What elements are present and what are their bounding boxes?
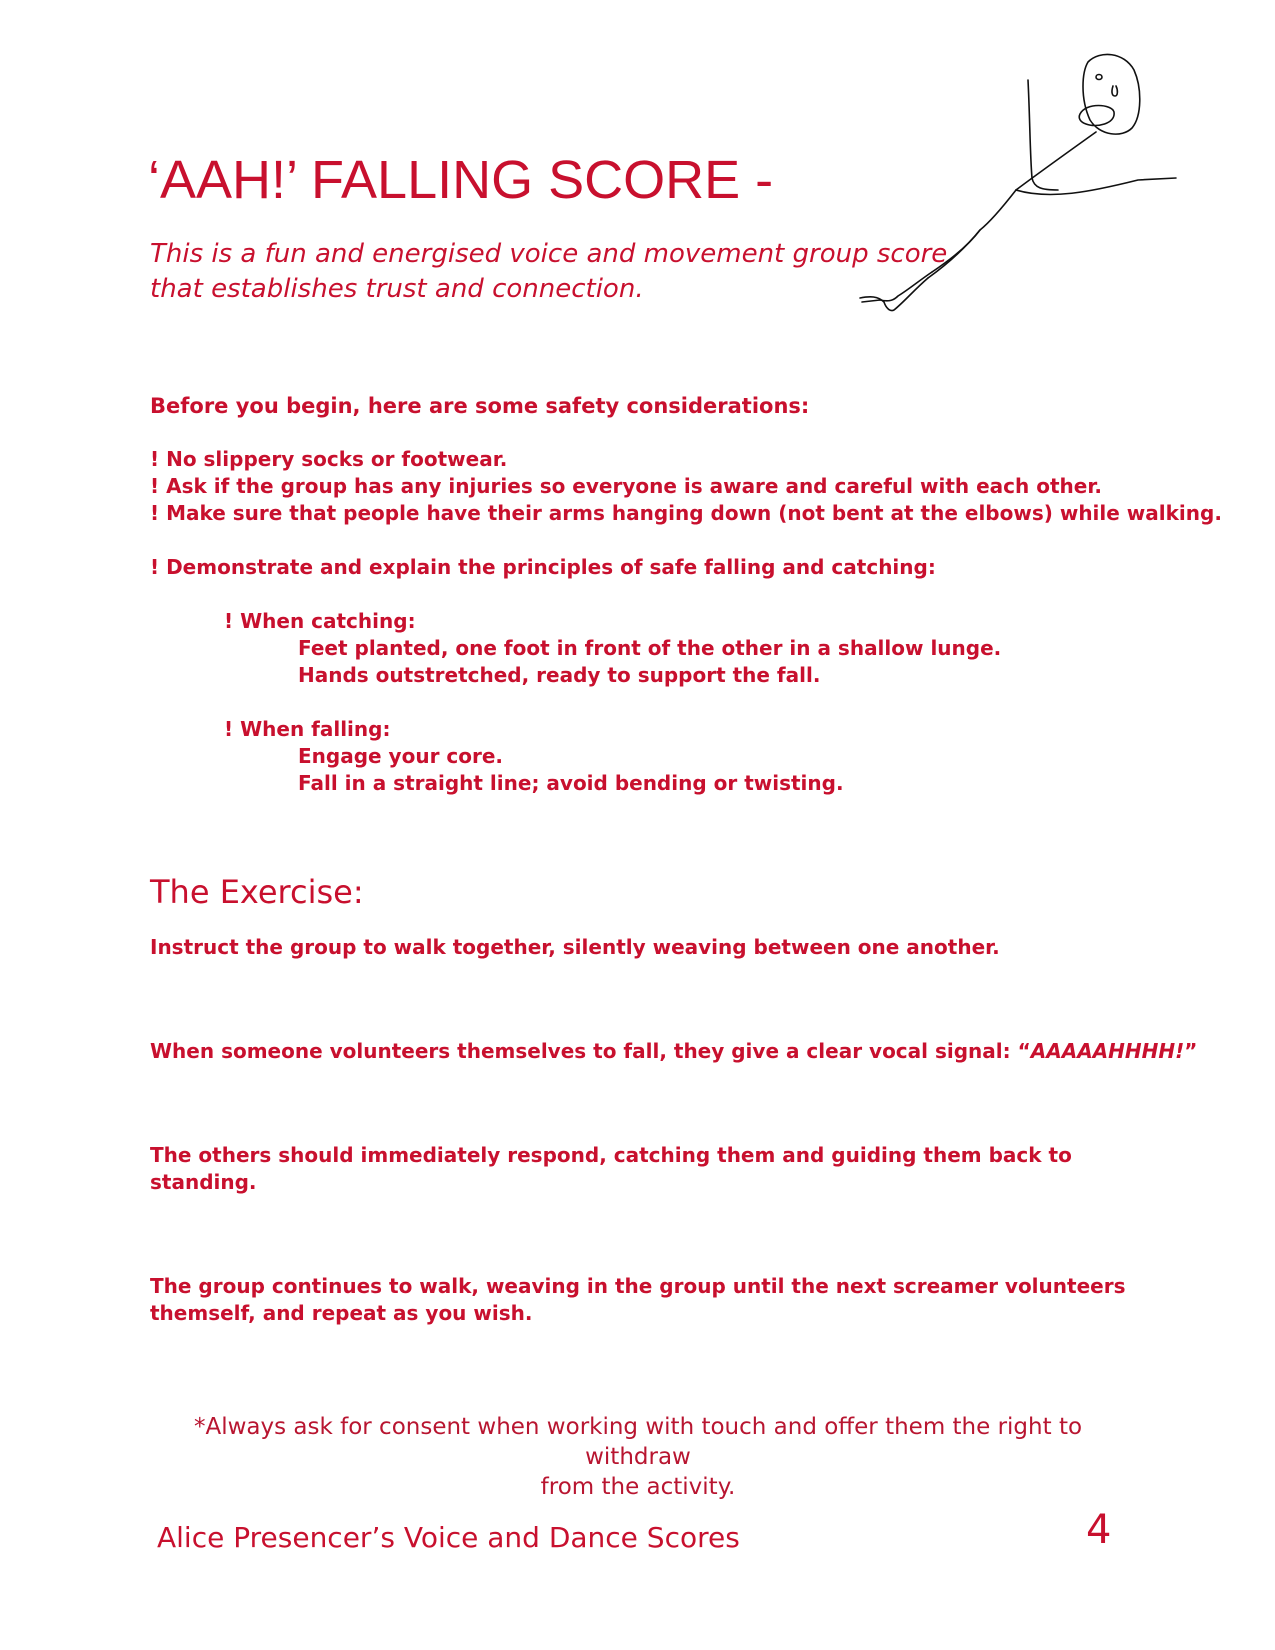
intro-paragraph — [150, 237, 948, 307]
intro-line-1: This is a fun and energised voice and movement group score — [150, 239, 948, 269]
safety-item-3: ! Make sure that people have their arms hanging down (not bent at the elbows) while walking. — [150, 501, 1222, 525]
falling-point-1: Engage your core. — [298, 744, 504, 768]
page-title: ‘AAH!’ FALLING SCORE - — [148, 150, 774, 210]
falling-point-2: Fall in a straight line; avoid bending or twisting. — [298, 771, 844, 795]
safety-demonstrate: ! Demonstrate and explain the principles of safe falling and catching: — [150, 555, 936, 579]
falling-label: ! When falling: — [224, 717, 391, 741]
catching-point-2: Hands outstretched, ready to support the fall. — [298, 663, 821, 687]
exercise-step-2-text: When someone volunteers themselves to fall, they give a clear vocal signal: “ — [150, 1039, 1031, 1063]
safety-item-2: ! Ask if the group has any injuries so everyone is aware and careful with each other. — [150, 474, 1102, 498]
consent-note — [150, 1412, 1126, 1502]
footer-title: Alice Presencer’s Voice and Dance Scores — [157, 1521, 740, 1554]
exercise-step-2-end: ” — [1184, 1039, 1198, 1063]
exercise-step-1: Instruct the group to walk together, silently weaving between one another. — [150, 935, 1000, 959]
catching-label: ! When catching: — [224, 609, 416, 633]
intro-line-2: that establishes trust and connection. — [150, 274, 644, 304]
exercise-heading: The Exercise: — [150, 873, 364, 911]
exercise-step-3-line-2: standing. — [150, 1170, 257, 1194]
vocal-signal: AAAAAHHHH! — [1030, 1039, 1185, 1063]
exercise-step-4-line-1: The group continues to walk, weaving in the group until the next screamer volunteers — [150, 1274, 1126, 1298]
catching-point-1: Feet planted, one foot in front of the other in a shallow lunge. — [298, 636, 1002, 660]
falling-stick-figure-icon — [850, 40, 1190, 320]
exercise-step-2 — [150, 1038, 1197, 1065]
safety-item-1: ! No slippery socks or footwear. — [150, 447, 508, 471]
safety-heading: Before you begin, here are some safety considerations: — [150, 394, 810, 418]
exercise-step-3-line-1: The others should immediately respond, catching them and guiding them back to — [150, 1143, 1072, 1167]
consent-note-line-2: from the activity. — [540, 1474, 736, 1500]
exercise-step-4-line-2: themself, and repeat as you wish. — [150, 1301, 533, 1325]
consent-note-line-1: *Always ask for consent when working with touch and offer them the right to withdraw — [193, 1414, 1083, 1470]
page-number: 4 — [1086, 1507, 1112, 1553]
